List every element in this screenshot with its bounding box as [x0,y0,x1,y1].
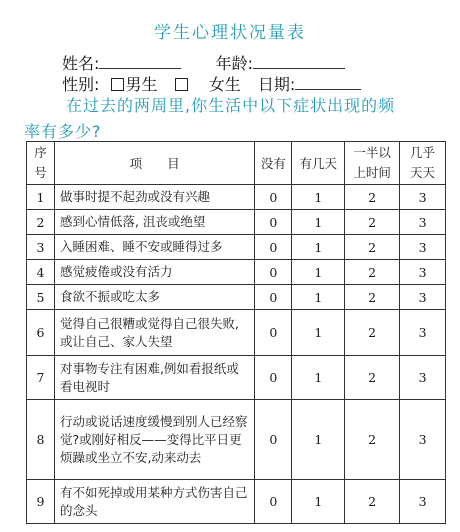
date-field[interactable] [295,74,361,90]
symptom-item: 感到心情低落, 沮丧或绝望 [54,210,255,235]
score-daily[interactable]: 3 [400,310,446,356]
row-number: 9 [27,480,55,524]
score-daily[interactable]: 3 [400,185,446,210]
symptom-item: 觉得自己很糟或觉得自己很失败,或让自己、家人失望 [54,310,255,356]
score-several[interactable]: 1 [292,400,345,480]
score-several[interactable]: 1 [292,235,345,260]
score-never[interactable]: 0 [255,356,292,400]
header-item: 项 目 [54,142,255,185]
score-half[interactable]: 2 [345,310,400,356]
score-daily[interactable]: 3 [400,285,446,310]
table-row [27,285,446,310]
table-header-row [27,142,446,185]
table-row [27,235,446,260]
age-field[interactable] [253,53,345,69]
age-label: 年龄: [215,54,253,73]
male-label: 男生 [125,75,158,94]
score-half[interactable]: 2 [345,480,400,524]
female-checkbox[interactable] [175,78,188,91]
symptom-item: 入睡困难、睡不安或睡得过多 [54,235,255,260]
row-number: 1 [27,185,55,210]
name-age-row [62,51,345,74]
table-row [27,310,446,356]
score-several[interactable]: 1 [292,356,345,400]
female-label: 女生 [208,75,241,94]
table-row [27,260,446,285]
table-row [27,185,446,210]
score-daily[interactable]: 3 [400,400,446,480]
score-several[interactable]: 1 [292,260,345,285]
name-field[interactable] [99,53,181,69]
score-half[interactable]: 2 [345,356,400,400]
score-several[interactable]: 1 [292,285,345,310]
score-never[interactable]: 0 [255,235,292,260]
symptom-item: 对事物专注有困难,例如看报纸或看电视时 [54,356,255,400]
row-number: 5 [27,285,55,310]
male-checkbox[interactable] [111,78,124,91]
score-several[interactable]: 1 [292,210,345,235]
score-daily[interactable]: 3 [400,356,446,400]
score-never[interactable]: 0 [255,400,292,480]
row-number: 4 [27,260,55,285]
row-number: 7 [27,356,55,400]
question-line-2: 率有多少? [24,122,102,141]
score-never[interactable]: 0 [255,260,292,285]
score-never[interactable]: 0 [255,185,292,210]
header-half-time: 一半以 上时间 [345,142,400,185]
gender-label: 性别: [62,75,100,94]
table-row [27,480,446,524]
row-number: 8 [27,400,55,480]
score-never[interactable]: 0 [255,310,292,356]
name-label: 姓名: [62,54,100,73]
gender-date-row [62,72,361,95]
score-never[interactable]: 0 [255,480,292,524]
score-several[interactable]: 1 [292,480,345,524]
date-label: 日期: [257,75,296,94]
score-several[interactable]: 1 [292,185,345,210]
row-number: 6 [27,310,55,356]
score-several[interactable]: 1 [292,310,345,356]
row-number: 3 [27,235,55,260]
table-row [27,356,446,400]
table-row [27,400,446,480]
score-daily[interactable]: 3 [400,480,446,524]
symptom-item: 做事时提不起劲或没有兴趣 [54,185,255,210]
score-never[interactable]: 0 [255,285,292,310]
symptom-item: 有不如死掉或用某种方式伤害自己的念头 [54,480,255,524]
header-nearly-daily: 几乎 天天 [400,142,446,185]
question-line-1: 在过去的两周里,你生活中以下症状出现的频 [66,96,396,115]
score-half[interactable]: 2 [345,260,400,285]
score-half[interactable]: 2 [345,400,400,480]
symptom-item: 感觉疲倦或没有活力 [54,260,255,285]
header-no: 序 号 [27,142,55,185]
question-prompt [24,93,448,145]
header-several-days: 有几天 [292,142,345,185]
page-title: 学生心理状况量表 [154,23,306,43]
score-half[interactable]: 2 [345,235,400,260]
symptom-item: 行动或说话速度缓慢到别人已经察觉?或刚好相反——变得比平日更烦躁或坐立不安,动来动去 [54,400,255,480]
score-half[interactable]: 2 [345,210,400,235]
score-never[interactable]: 0 [255,210,292,235]
symptom-table [26,141,446,524]
score-half[interactable]: 2 [345,185,400,210]
symptom-item: 食欲不振或吃太多 [54,285,255,310]
score-daily[interactable]: 3 [400,260,446,285]
score-daily[interactable]: 3 [400,210,446,235]
score-daily[interactable]: 3 [400,235,446,260]
header-never: 没有 [255,142,292,185]
table-row [27,210,446,235]
row-number: 2 [27,210,55,235]
score-half[interactable]: 2 [345,285,400,310]
